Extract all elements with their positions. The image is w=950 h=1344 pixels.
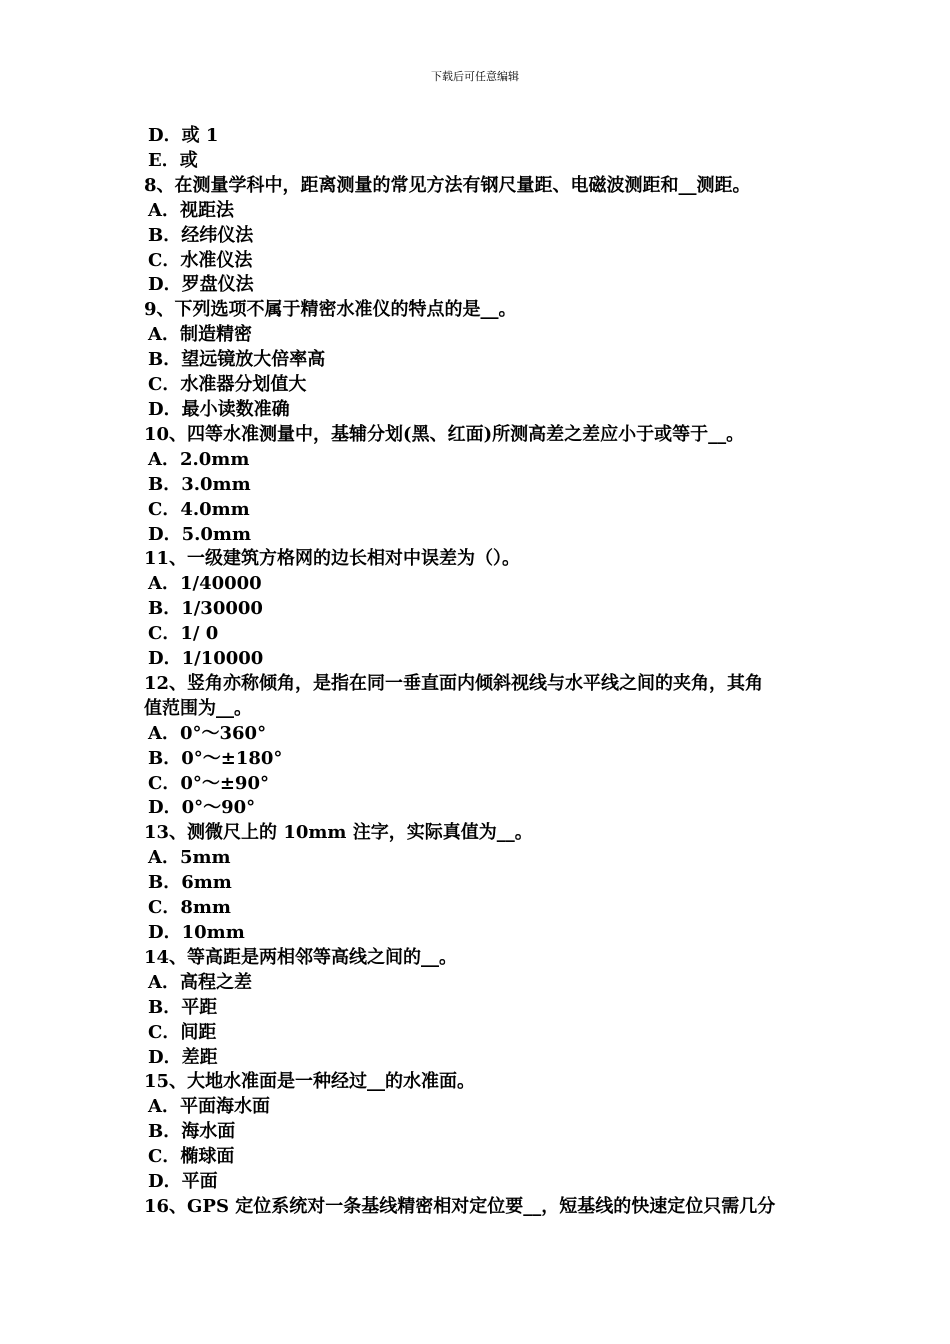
answer-option: C．1/ 0 (148, 623, 219, 645)
answer-option: A．1/40000 (148, 573, 262, 595)
answer-option: B．望远镜放大倍率高 (148, 349, 326, 371)
answer-option: A．0°～360° (148, 722, 267, 744)
answer-option: D．10mm (148, 922, 245, 943)
question-text: 15、大地水准面是一种经过__的水准面。 (144, 1071, 476, 1093)
answer-option: B．0°～±180° (148, 747, 283, 769)
answer-option: B．6mm (148, 872, 232, 894)
answer-option: D．或 1 (148, 125, 219, 146)
answer-option: E．或 (148, 149, 198, 171)
question-text: 8、在测量学科中，距离测量的常见方法有钢尺量距、电磁波测距和__测距。 (144, 174, 751, 196)
question-text: 16、GPS 定位系统对一条基线精密相对定位要__，短基线的快速定位只需几分 (144, 1195, 776, 1217)
page-header: 下载后可任意编辑 (431, 70, 519, 83)
answer-option: C．4.0mm (148, 498, 250, 520)
answer-option: B．海水面 (148, 1121, 236, 1143)
question-text: 12、竖角亦称倾角，是指在同一垂直面内倾斜视线与水平线之间的夹角，其角 (144, 672, 764, 694)
answer-option: C．间距 (148, 1021, 217, 1043)
answer-option: A．制造精密 (148, 324, 252, 346)
answer-option: C．8mm (148, 897, 231, 919)
answer-option: D．1/10000 (148, 648, 264, 670)
question-text: 9、下列选项不属于精密水准仪的特点的是__。 (144, 299, 517, 321)
answer-option: A．2.0mm (148, 448, 250, 470)
answer-option: A．视距法 (148, 199, 234, 221)
answer-option: C．0°～±90° (148, 772, 269, 794)
answer-option: B．经纬仪法 (148, 224, 254, 246)
answer-option: D．最小读数准确 (148, 398, 290, 420)
answer-option: A．平面海水面 (148, 1096, 270, 1118)
question-text: 14、等高距是两相邻等高线之间的__。 (144, 946, 458, 968)
answer-option: C．椭球面 (148, 1146, 235, 1168)
answer-option: B．3.0mm (148, 473, 251, 495)
question-text: 11、一级建筑方格网的边长相对中误差为（）。 (144, 548, 521, 570)
answer-option: B．平距 (148, 996, 218, 1018)
answer-option: D．平面 (148, 1171, 218, 1193)
document-body (144, 124, 824, 1220)
answer-option: D．0°～90° (148, 797, 256, 819)
answer-option: D．罗盘仪法 (148, 274, 254, 296)
question-text: 10、四等水准测量中，基辅分划(黑、红面)所测高差之差应小于或等于__。 (144, 423, 745, 445)
answer-option: C．水准器分划值大 (148, 374, 307, 396)
question-text: 13、测微尺上的 10mm 注字，实际真值为__。 (144, 822, 533, 844)
answer-option: B．1/30000 (148, 598, 263, 620)
answer-option: D．5.0mm (148, 523, 252, 545)
answer-option: D．差距 (148, 1046, 218, 1068)
answer-option: A．5mm (148, 847, 231, 869)
answer-option: C．水准仪法 (148, 249, 253, 271)
answer-option: A．高程之差 (148, 971, 252, 993)
question-text: 值范围为__。 (144, 697, 252, 719)
